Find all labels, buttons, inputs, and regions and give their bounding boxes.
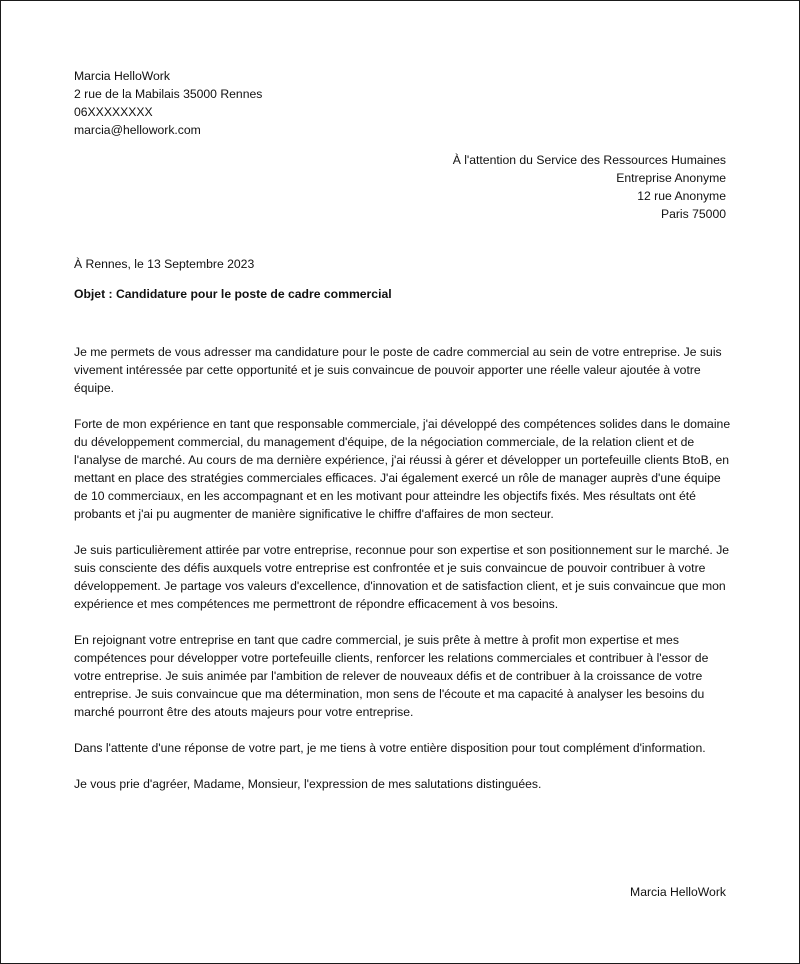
signature: Marcia HelloWork <box>630 885 726 899</box>
recipient-attention: À l'attention du Service des Ressources Humaines <box>452 153 726 167</box>
recipient-company: Entreprise Anonyme <box>616 171 726 185</box>
recipient-street: 12 rue Anonyme <box>637 189 726 203</box>
body-paragraph: Dans l'attente d'une réponse de votre part, je me tiens à votre entière disposition pour tout complément d'information. <box>74 741 706 755</box>
letter-body <box>74 343 734 811</box>
body-paragraph: Je suis particulièrement attirée par votre entreprise, reconnue pour son expertise et son positionnement sur le marché. Je suis consciente des défis auxquels votre entreprise est confrontée et je suis convaincue de pouvoir contribuer à votre développement. Je partage vos valeurs d'excellence, d'innovation et de satisfaction client, et je suis convaincue que mon expérience et mes compétences me permettront de répondre efficacement à vos besoins. <box>74 543 730 611</box>
sender-block <box>74 67 262 139</box>
letter-date: À Rennes, le 13 Septembre 2023 <box>74 257 255 271</box>
sender-phone: 06XXXXXXXX <box>74 105 153 119</box>
closing-paragraph: Je vous prie d'agréer, Madame, Monsieur, l'expression de mes salutations distinguées. <box>74 777 542 791</box>
recipient-block <box>453 151 726 223</box>
recipient-city: Paris 75000 <box>660 207 726 221</box>
body-paragraph: Forte de mon expérience en tant que responsable commerciale, j'ai développé des compétences solides dans le domaine du développement commercial, du management d'équipe, de la négociation commerciale, de la relation client et de l'analyse de marché. Au cours de ma dernière expérience, j'ai réussi à gérer et développer un portefeuille clients BtoB, en mettant en place des stratégies commerciales efficaces. J'ai également exercé un rôle de manager auprès d'une équipe de 10 commerciaux, en les accompagnant et en les motivant pour atteindre les objectifs fixés. Mes résultats ont été probants et j'ai pu augmenter de manière significative le chiffre d'affaires de mon secteur. <box>74 417 731 521</box>
sender-email: marcia@hellowork.com <box>74 123 201 137</box>
body-paragraph: En rejoignant votre entreprise en tant que cadre commercial, je suis prête à mettre à profit mon expertise et mes compétences pour développer votre portefeuille clients, renforcer les relations commerciales et contribuer à l'essor de votre entreprise. Je suis animée par l'ambition de relever de nouveaux défis et de contribuer à la croissance de votre entreprise. Je suis convaincue que ma détermination, mon sens de l'écoute et ma capacité à analyser les besoins du marché pourront être des atouts majeurs pour votre entreprise. <box>74 633 709 719</box>
sender-address: 2 rue de la Mabilais 35000 Rennes <box>74 87 263 101</box>
sender-name: Marcia HelloWork <box>74 69 170 83</box>
letter-subject: Objet : Candidature pour le poste de cadre commercial <box>74 287 392 301</box>
body-paragraph: Je me permets de vous adresser ma candidature pour le poste de cadre commercial au sein de votre entreprise. Je suis vivement intéressée par cette opportunité et je suis convaincue de pouvoir apporter une réelle valeur ajoutée à votre équipe. <box>74 345 722 395</box>
